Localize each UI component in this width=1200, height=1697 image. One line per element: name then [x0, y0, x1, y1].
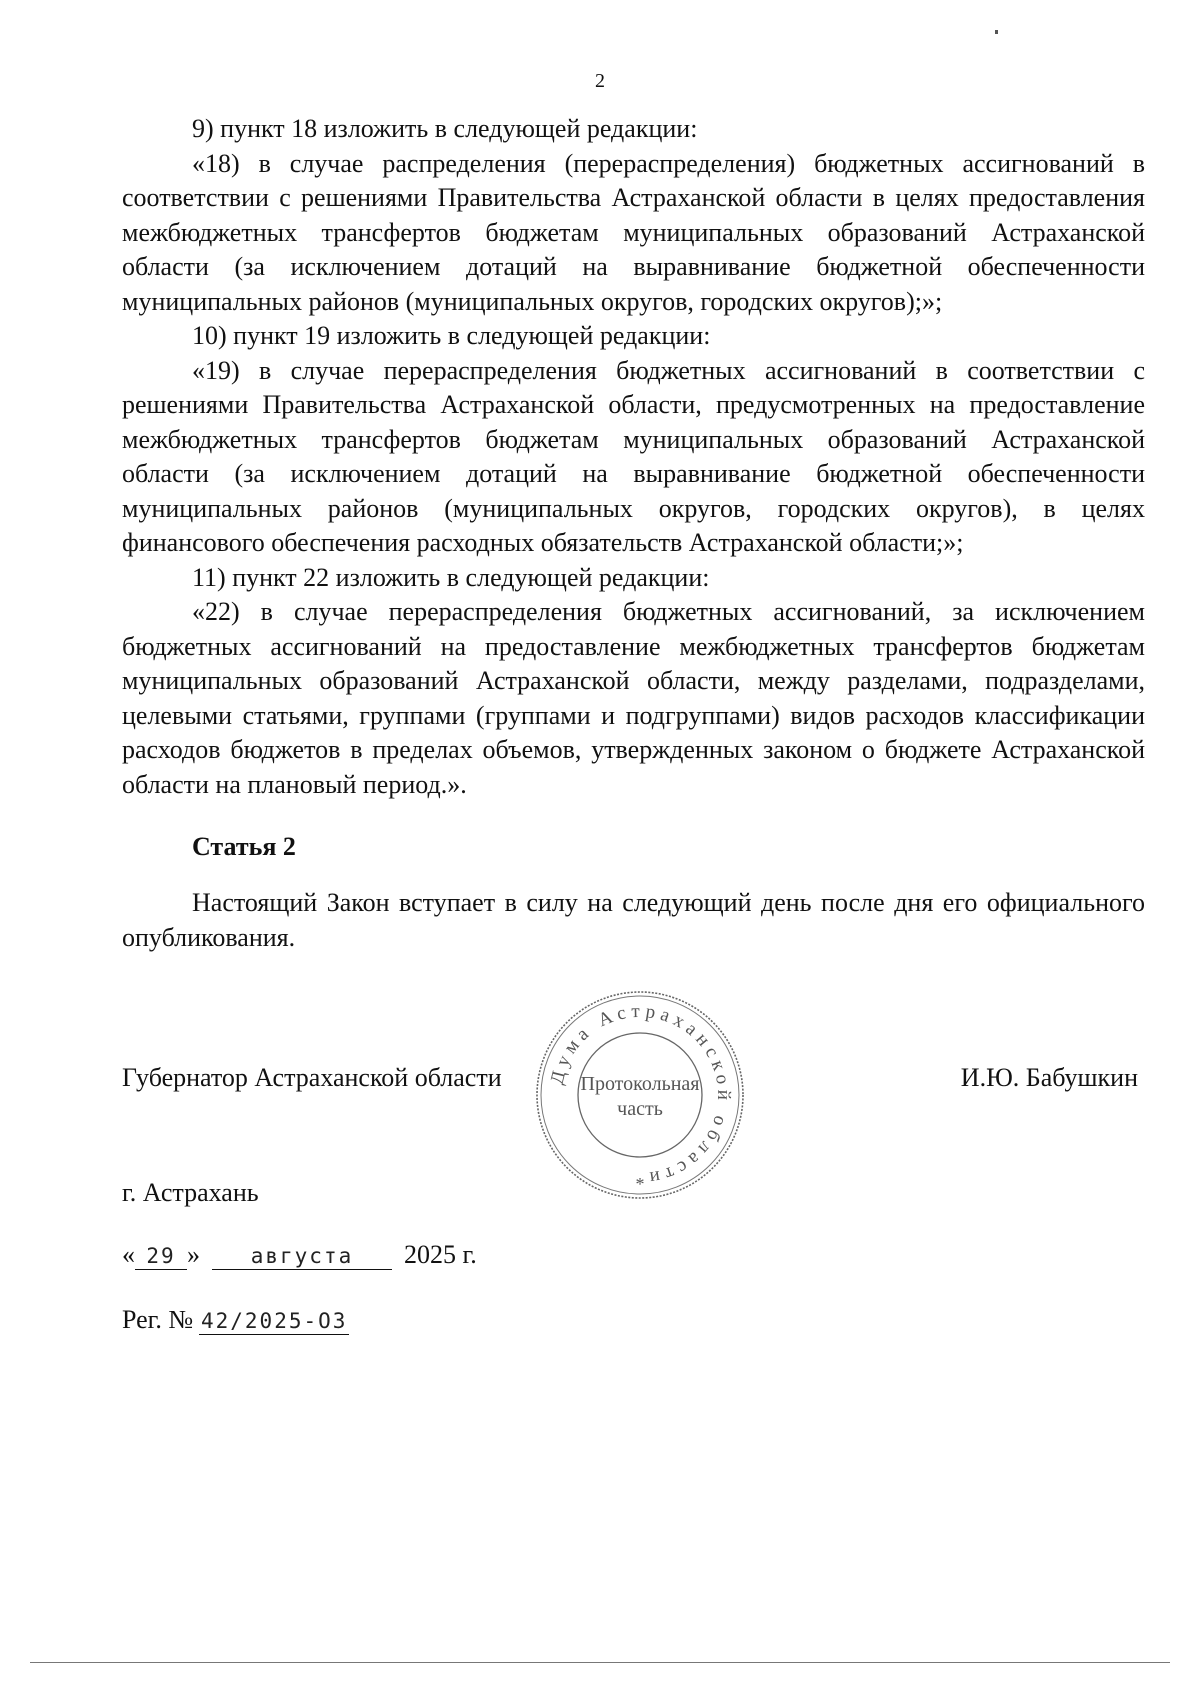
registration-line [122, 1305, 349, 1335]
seal-star: * [635, 1174, 645, 1194]
article-heading: Статья 2 [192, 832, 296, 861]
signatory-name: И.Ю. Бабушкин [960, 1063, 1138, 1092]
page-number: 2 [595, 70, 605, 92]
scan-artifact [995, 30, 998, 34]
registration-number: 42/2025-ОЗ [200, 1309, 348, 1333]
scan-bottom-edge [30, 1662, 1170, 1663]
signatory-title: Губернатор Астраханской области [122, 1063, 502, 1092]
amendment-text-19: «19) в случае перераспределения бюджетных ассигнований в соответствии с решениями Правительства Астраханской области, предусмотренных на предоставление межбюджетных трансфертов бюджетам муниципальных образований Астраханской области (за исключением дотаций на выравнивание бюджетной обеспеченности муниципальных районов (муниципальных округов, городских округов), в целях финансового обеспечения расходных обязательств Астраханской области;»; [122, 355, 1145, 557]
registration-label: Рег. № [122, 1305, 194, 1334]
amendment-item-9: 9) пункт 18 изложить в следующей редакции: [192, 114, 698, 143]
date-month: августа [212, 1243, 392, 1270]
signing-place: г. Астрахань [122, 1178, 259, 1207]
date-close-quote: » [187, 1240, 200, 1269]
amendment-text-18: «18) в случае распределения (перераспределения) бюджетных ассигнований в соответствии с решениями Правительства Астраханской области в целях предоставления межбюджетных трансфертов бюджетам муниципальных образований Астраханской области (за исключением дотаций на выравнивание бюджетной обеспеченности муниципальных районов (муниципальных округов, городских округов);»; [122, 148, 1145, 316]
amendment-item-11: 11) пункт 22 изложить в следующей редакции: [192, 562, 710, 592]
seal-center-line2: часть [617, 1098, 663, 1120]
signing-date [122, 1240, 477, 1270]
official-seal [530, 985, 750, 1205]
amendment-item-10: 10) пункт 19 изложить в следующей редакции: [192, 321, 711, 350]
date-day: 29 [135, 1243, 187, 1270]
amendments-text [122, 112, 1145, 802]
amendment-text-22: «22) в случае перераспределения бюджетных ассигнований, за исключением бюджетных ассигнований на предоставление межбюджетных трансфертов бюджетам муниципальных образований Астраханской области, между разделами, подразделами, целевыми статьями, группами (группами и подгруппами) видов расходов классификации расходов бюджетов в пределах объемов, утвержденных законом о бюджете Астраханской области на плановый период.». [122, 597, 1145, 799]
date-open-quote: « [122, 1240, 135, 1269]
seal-center-line1: Протокольная [580, 1073, 700, 1095]
seal-ring-path-text: Дума Астраханской области [546, 1000, 735, 1190]
date-year: 2025 г. [404, 1240, 477, 1269]
entry-into-force-text: Настоящий Закон вступает в силу на следующий день после дня его официального опубликования. [122, 888, 1145, 952]
